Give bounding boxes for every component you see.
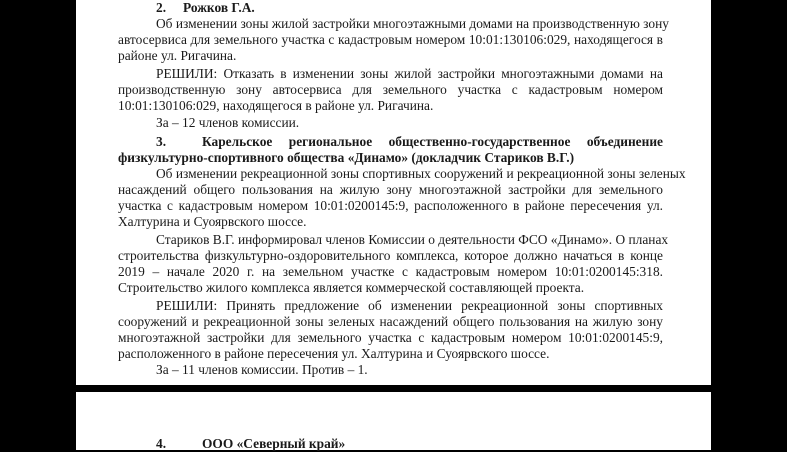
report-line: 2019 – начале 2020 г. на земельном участке с кадастровым номером 10:01:0200145:318. (118, 264, 663, 279)
vote-result: За – 12 членов комиссии. (156, 115, 300, 130)
decision-line: многоэтажной застройки для земельного участка с кадастровым номером 10:01:0200145:9, (118, 330, 663, 345)
report-line: Строительство жилого комплекса является коммерческой составляющей проекта. (118, 280, 585, 295)
report-line: Стариков В.Г. информировал членов Комиссии о деятельности ФСО «Динамо». О планах (156, 232, 669, 247)
item-title: ООО «Северный край» (202, 436, 346, 451)
topic-line: автосервиса для земельного участка с кадастровым номером 10:01:130106:029, находящегося в (118, 32, 663, 47)
item-number: 4. (156, 436, 167, 451)
topic-line: Об изменении рекреационной зоны спортивных сооружений и рекреационной зоны зеленых (156, 166, 686, 181)
topic-line: Об изменении зоны жилой застройки многоэтажными домами на производственную зону (156, 16, 669, 31)
item-heading-line: Карельское региональное общественно-государственное объединение (202, 134, 663, 149)
decision-line: 10:01:130106:029, находящегося в районе ул. Ригачина. (118, 98, 434, 113)
item-number: 3. (156, 134, 167, 149)
vote-result: За – 11 членов комиссии. Против – 1. (156, 362, 368, 377)
document-page (76, 392, 711, 450)
topic-line: районе ул. Ригачина. (118, 48, 237, 63)
speaker-name: Рожков Г.А. (183, 0, 255, 15)
decision-line: расположенного в районе пересечения ул. Халтурина и Суоярвского шоссе. (118, 346, 550, 361)
document-page (76, 0, 711, 385)
topic-line: насаждений общего пользования на жилую зону многоэтажной застройки для земельного (118, 182, 663, 197)
item-number: 2. (156, 0, 167, 15)
topic-line: участка с кадастровым номером 10:01:0200145:9, расположенного в районе пересечения ул. (118, 198, 663, 213)
decision-line: РЕШИЛИ: Отказать в изменении зоны жилой застройки многоэтажными домами на (156, 66, 663, 81)
decision-line: производственную зону автосервиса для земельного участка с кадастровым номером (118, 82, 663, 97)
report-line: строительства физкультурно-оздоровительного комплекса, которое должно начаться в конце (118, 248, 663, 263)
topic-line: Халтурина и Суоярвского шоссе. (118, 214, 307, 229)
decision-line: РЕШИЛИ: Принять предложение об изменении рекреационной зоны спортивных (156, 298, 663, 313)
decision-line: сооружений и рекреационной зоны зеленых насаждений общего пользования на жилую зону (118, 314, 663, 329)
item-heading-line: физкультурно-спортивного общества «Динамо» (докладчик Стариков В.Г.) (118, 150, 575, 165)
